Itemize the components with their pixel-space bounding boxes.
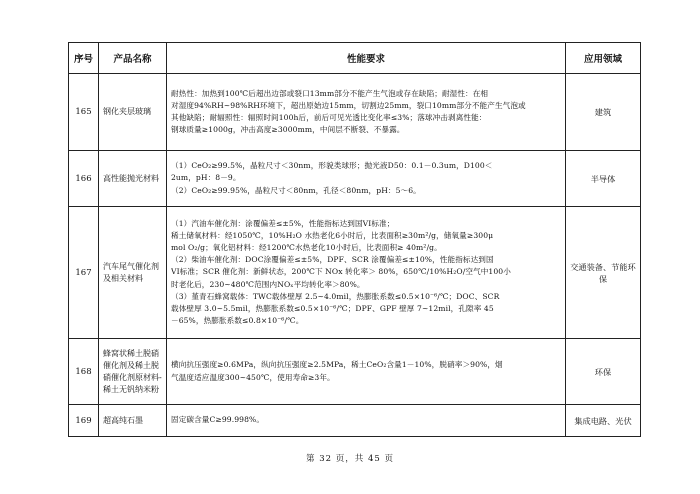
table-row <box>69 74 641 151</box>
row-product-name: 高性能抛光材料 <box>99 151 167 207</box>
requirement-line: 横向抗压强度≥0.6MPa，纵向抗压强度≥2.5MPa，稀土CeO₂含量1－10%，脱硝率＞90%，烟 <box>171 360 503 370</box>
header-seq: 序号 <box>69 43 99 74</box>
requirement-line: 载体壁厚 3.0~5.5mil，热膨胀系数≤0.5×10⁻⁶/℃；DPF、GPF 壁厚 7~12mil，孔隙率 45 <box>171 304 494 313</box>
requirement-line: （2）柴油车催化剂：DOC涂覆偏差≤±5%，DPF、SCR 涂覆偏差≤±10%，性能指标达到国 <box>171 255 494 265</box>
requirement-line: （3）堇青石蜂窝载体：TWC载体壁厚 2.5~4.0mil，热膨胀系数≤0.5×10⁻⁶/℃；DOC、SCR <box>171 291 500 301</box>
table-row <box>69 339 641 405</box>
product-table <box>68 42 641 437</box>
requirement-line: －65%，热膨胀系数≤0.8×10⁻⁶/℃。 <box>171 316 304 326</box>
row-requirements <box>167 339 566 405</box>
row-product-name: 钢化夹层玻璃 <box>99 74 167 151</box>
row-requirements <box>167 151 566 207</box>
row-application-field: 半导体 <box>566 151 641 207</box>
page-footer: 第 32 页，共 45 页 <box>306 454 394 464</box>
row-application-field: 环保 <box>566 339 641 405</box>
table-row <box>69 151 641 207</box>
header-name: 产品名称 <box>99 43 167 74</box>
row-requirements <box>167 74 566 151</box>
row-seq: 169 <box>69 405 99 437</box>
table-row <box>69 207 641 339</box>
row-product-name: 蜂窝状稀土脱硝催化剂及稀土脱硝催化剂原材料-稀土无钒纳米粉 <box>99 339 167 405</box>
requirement-line: 钢球质量≥1000g，冲击高度≥3000mm，中间层不断裂、不暴露。 <box>171 125 405 135</box>
row-product-name: 超高纯石墨 <box>99 405 167 437</box>
row-requirements <box>167 405 566 437</box>
requirement-line: mol O₂/g；氧化铝材料：经1200℃水热老化10小时后，比表面积≥ 40m²/g。 <box>171 242 442 252</box>
requirement-line: 耐热性：加热到100℃后超出边部或裂口13mm部分不能产生气泡或存在缺陷；耐湿性：在相 <box>171 88 489 98</box>
requirement-line: 时老化后，230~480℃范围内NOₓ平均转化率＞80%。 <box>171 279 365 289</box>
row-seq: 167 <box>69 207 99 339</box>
requirement-line: （1）CeO₂≥99.5%，晶粒尺寸＜30nm，形貌类球形；抛光液D50：0.1－0.3um，D100＜ <box>171 161 493 171</box>
requirement-line: （2）CeO₂≥99.95%，晶粒尺寸＜80nm，孔径＜80nm，pH：5～6。 <box>171 185 421 195</box>
requirement-line: 2um，pH：8－9。 <box>171 173 241 183</box>
row-application-field: 建筑 <box>566 74 641 151</box>
row-requirements <box>167 207 566 339</box>
row-seq: 168 <box>69 339 99 405</box>
row-application-field: 集成电路、光伏 <box>566 405 641 437</box>
header-requirements: 性能要求 <box>167 43 566 74</box>
requirement-line: （1）汽油车催化剂：涂覆偏差≤±5%，性能指标达到国VI标准； <box>171 218 395 228</box>
header-field: 应用领域 <box>566 43 641 74</box>
row-seq: 165 <box>69 74 99 151</box>
requirement-line: 对湿度94%RH~98%RH环境下，超出原始边15mm，切割边25mm，裂口10mm部分不能产生气泡或 <box>171 100 526 110</box>
row-seq: 166 <box>69 151 99 207</box>
row-product-name: 汽车尾气催化剂及相关材料 <box>99 207 167 339</box>
requirement-line: 气温度适应温度300~450℃，使用寿命≥3年。 <box>171 372 335 382</box>
requirement-line: VI标准；SCR 催化剂：新鲜状态，200℃下 NOx 转化率＞ 80%，650℃/10%H₂O/空气中100小 <box>171 267 511 277</box>
requirement-line: 固定碳含量C≥99.998%。 <box>171 415 265 425</box>
row-application-field: 交通装备、节能环保 <box>566 207 641 339</box>
table-row <box>69 405 641 437</box>
table-header-row <box>69 43 641 74</box>
requirement-line: 其他缺陷；耐辐照性：辐照时间100h后，前后可见光透比变化率≤3%；落球冲击剥离性能： <box>171 113 487 122</box>
requirement-line: 稀土储氧材料：经1050℃，10%H₂O 水热老化6小时后，比表面积≥30m²/g，储氧量≥300μ <box>171 230 494 240</box>
